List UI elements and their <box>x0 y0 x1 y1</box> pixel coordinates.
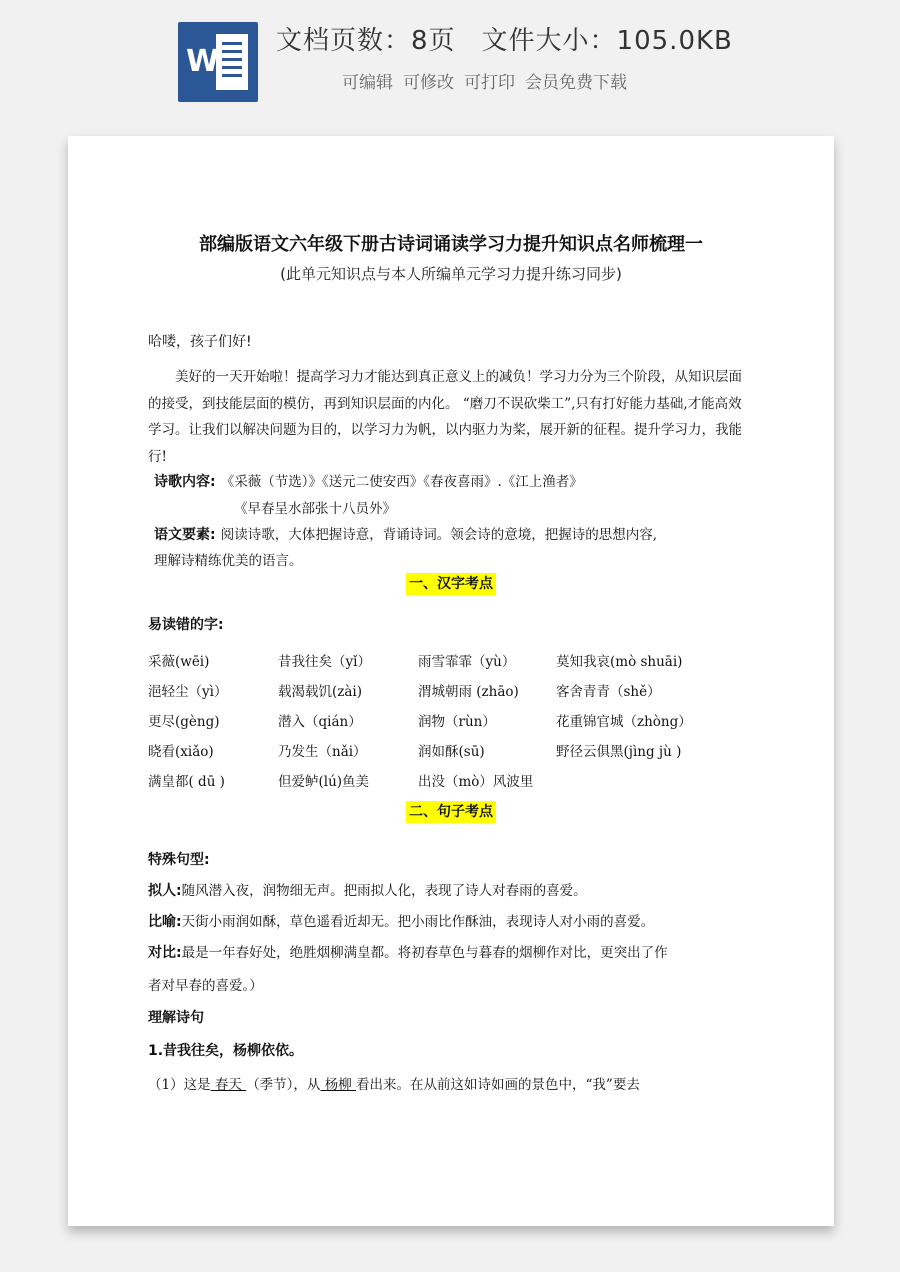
elements-line-1 <box>154 523 657 544</box>
answer-suffix: 看出来。在从前这如诗如画的景色中，“我”要去 <box>356 1077 640 1093</box>
document-subtitle: (此单元知识点与本人所编单元学习力提升练习同步) <box>280 265 622 283</box>
intro-text: 美好的一天开始啦！提高学习力才能达到真正意义上的减负！学习力分为三个阶段，从知识层面的接受，到技能层面的模仿，再到知识层面的内化。 “磨刀不误砍柴工”,只有打好能力基础,才能高效学习。让我们以解决问题为目的，以学习力为帆，以内驱力为桨，展开新的征程。提升学习力，我能行! <box>148 369 742 465</box>
char-cell: 但爱鲈(lú)鱼美 <box>278 774 370 790</box>
char-cell: 晓看(xiǎo) <box>148 744 214 760</box>
section-1-highlight: 一、汉字考点 <box>406 573 496 595</box>
contrast-text-1: 最是一年春好处，绝胜烟柳满皇都。将初春草色与暮春的烟柳作对比，更突出了作 <box>181 945 668 961</box>
metaphor-text: 天街小雨润如酥，草色遥看近却无。把小雨比作酥油，表现诗人对小雨的喜爱。 <box>181 914 655 930</box>
char-cell: 载渴载饥(zài) <box>278 684 363 700</box>
page-count: 文档页数：8页 <box>276 26 456 56</box>
file-size: 文件大小：105.0KB <box>481 26 733 56</box>
personification-text: 随风潜入夜，润物细无声。把雨拟人化，表现了诗人对春雨的喜爱。 <box>181 883 587 899</box>
char-cell: 乃发生（nǎi） <box>278 744 367 760</box>
answer-blank-willow: 杨柳 <box>320 1077 357 1093</box>
contrast-line <box>148 941 668 962</box>
poems-line-1 <box>154 470 583 491</box>
answer-middle: （季节），从 <box>246 1077 321 1093</box>
word-logo-letter: W <box>186 44 220 79</box>
metaphor-line <box>148 910 654 931</box>
greeting: 哈喽，孩子们好! <box>148 334 252 350</box>
download-header <box>0 0 900 120</box>
feature-list <box>342 68 627 93</box>
poems-list-2: 《早春呈水部张十八员外》 <box>234 501 396 517</box>
section-heading-2 <box>68 801 834 821</box>
contrast-text-2: 者对早春的喜爱。） <box>148 978 263 994</box>
file-info <box>276 20 733 57</box>
misread-label: 易读错的字: <box>148 617 224 633</box>
document-page <box>68 136 834 1226</box>
feature-editable: 可编辑 <box>342 73 393 93</box>
feature-modifiable: 可修改 <box>403 73 454 93</box>
word-document-icon <box>178 22 258 102</box>
char-cell: 润物（rùn） <box>418 714 496 730</box>
char-cell: 更尽(gèng) <box>148 714 220 730</box>
feature-member-download: 会员免费下载 <box>525 73 627 93</box>
personification-line <box>148 879 587 900</box>
personification-label: 拟人: <box>148 883 182 899</box>
char-cell: 客舍青青（shě） <box>556 684 661 700</box>
question-1: 1.昔我往矣，杨柳依依。 <box>148 1043 304 1059</box>
special-sentence-label: 特殊句型: <box>148 852 210 868</box>
elements-label: 语文要素: <box>154 527 216 543</box>
char-cell: 渭城朝雨 (zhāo) <box>418 684 519 700</box>
char-cell: 采薇(wēi) <box>148 654 210 670</box>
intro-paragraph <box>148 364 750 470</box>
poems-list-1: 《采薇（节选）》《送元二使安西》《春夜喜雨》.《江上渔者》 <box>220 474 583 490</box>
char-cell: 出没（mò）风波里 <box>418 774 534 790</box>
poems-label: 诗歌内容: <box>154 474 216 490</box>
feature-printable: 可打印 <box>464 73 515 93</box>
document-title: 部编版语文六年级下册古诗词诵读学习力提升知识点名师梳理一 <box>199 234 703 255</box>
answer-prefix: （1）这是 <box>148 1077 211 1093</box>
char-cell: 满皇都( dū ) <box>148 774 225 790</box>
char-cell: 浥轻尘（yì） <box>148 684 228 700</box>
page-lines-icon <box>216 34 248 90</box>
char-cell: 昔我往矣（yǐ） <box>278 654 371 670</box>
understand-label: 理解诗句 <box>148 1010 204 1026</box>
contrast-label: 对比: <box>148 945 182 961</box>
question-1-answer <box>148 1073 640 1093</box>
answer-blank-season: 春天 <box>210 1077 247 1093</box>
section-heading-1 <box>68 573 834 593</box>
char-cell: 潜入（qián） <box>278 714 362 730</box>
char-cell: 野径云俱黑(jìng jù ) <box>556 744 682 760</box>
section-2-highlight: 二、句子考点 <box>406 801 496 823</box>
char-cell: 雨雪霏霏（yù） <box>418 654 516 670</box>
elements-text-2: 理解诗精练优美的语言。 <box>154 553 303 569</box>
char-cell: 花重锦官城（zhòng） <box>556 714 692 730</box>
elements-text-1: 阅读诗歌，大体把握诗意，背诵诗词。领会诗的意境，把握诗的思想内容, <box>220 527 657 543</box>
char-cell: 润如酥(sū) <box>418 744 485 760</box>
char-cell: 莫知我哀(mò shuāi) <box>556 654 683 670</box>
metaphor-label: 比喻: <box>148 914 182 930</box>
